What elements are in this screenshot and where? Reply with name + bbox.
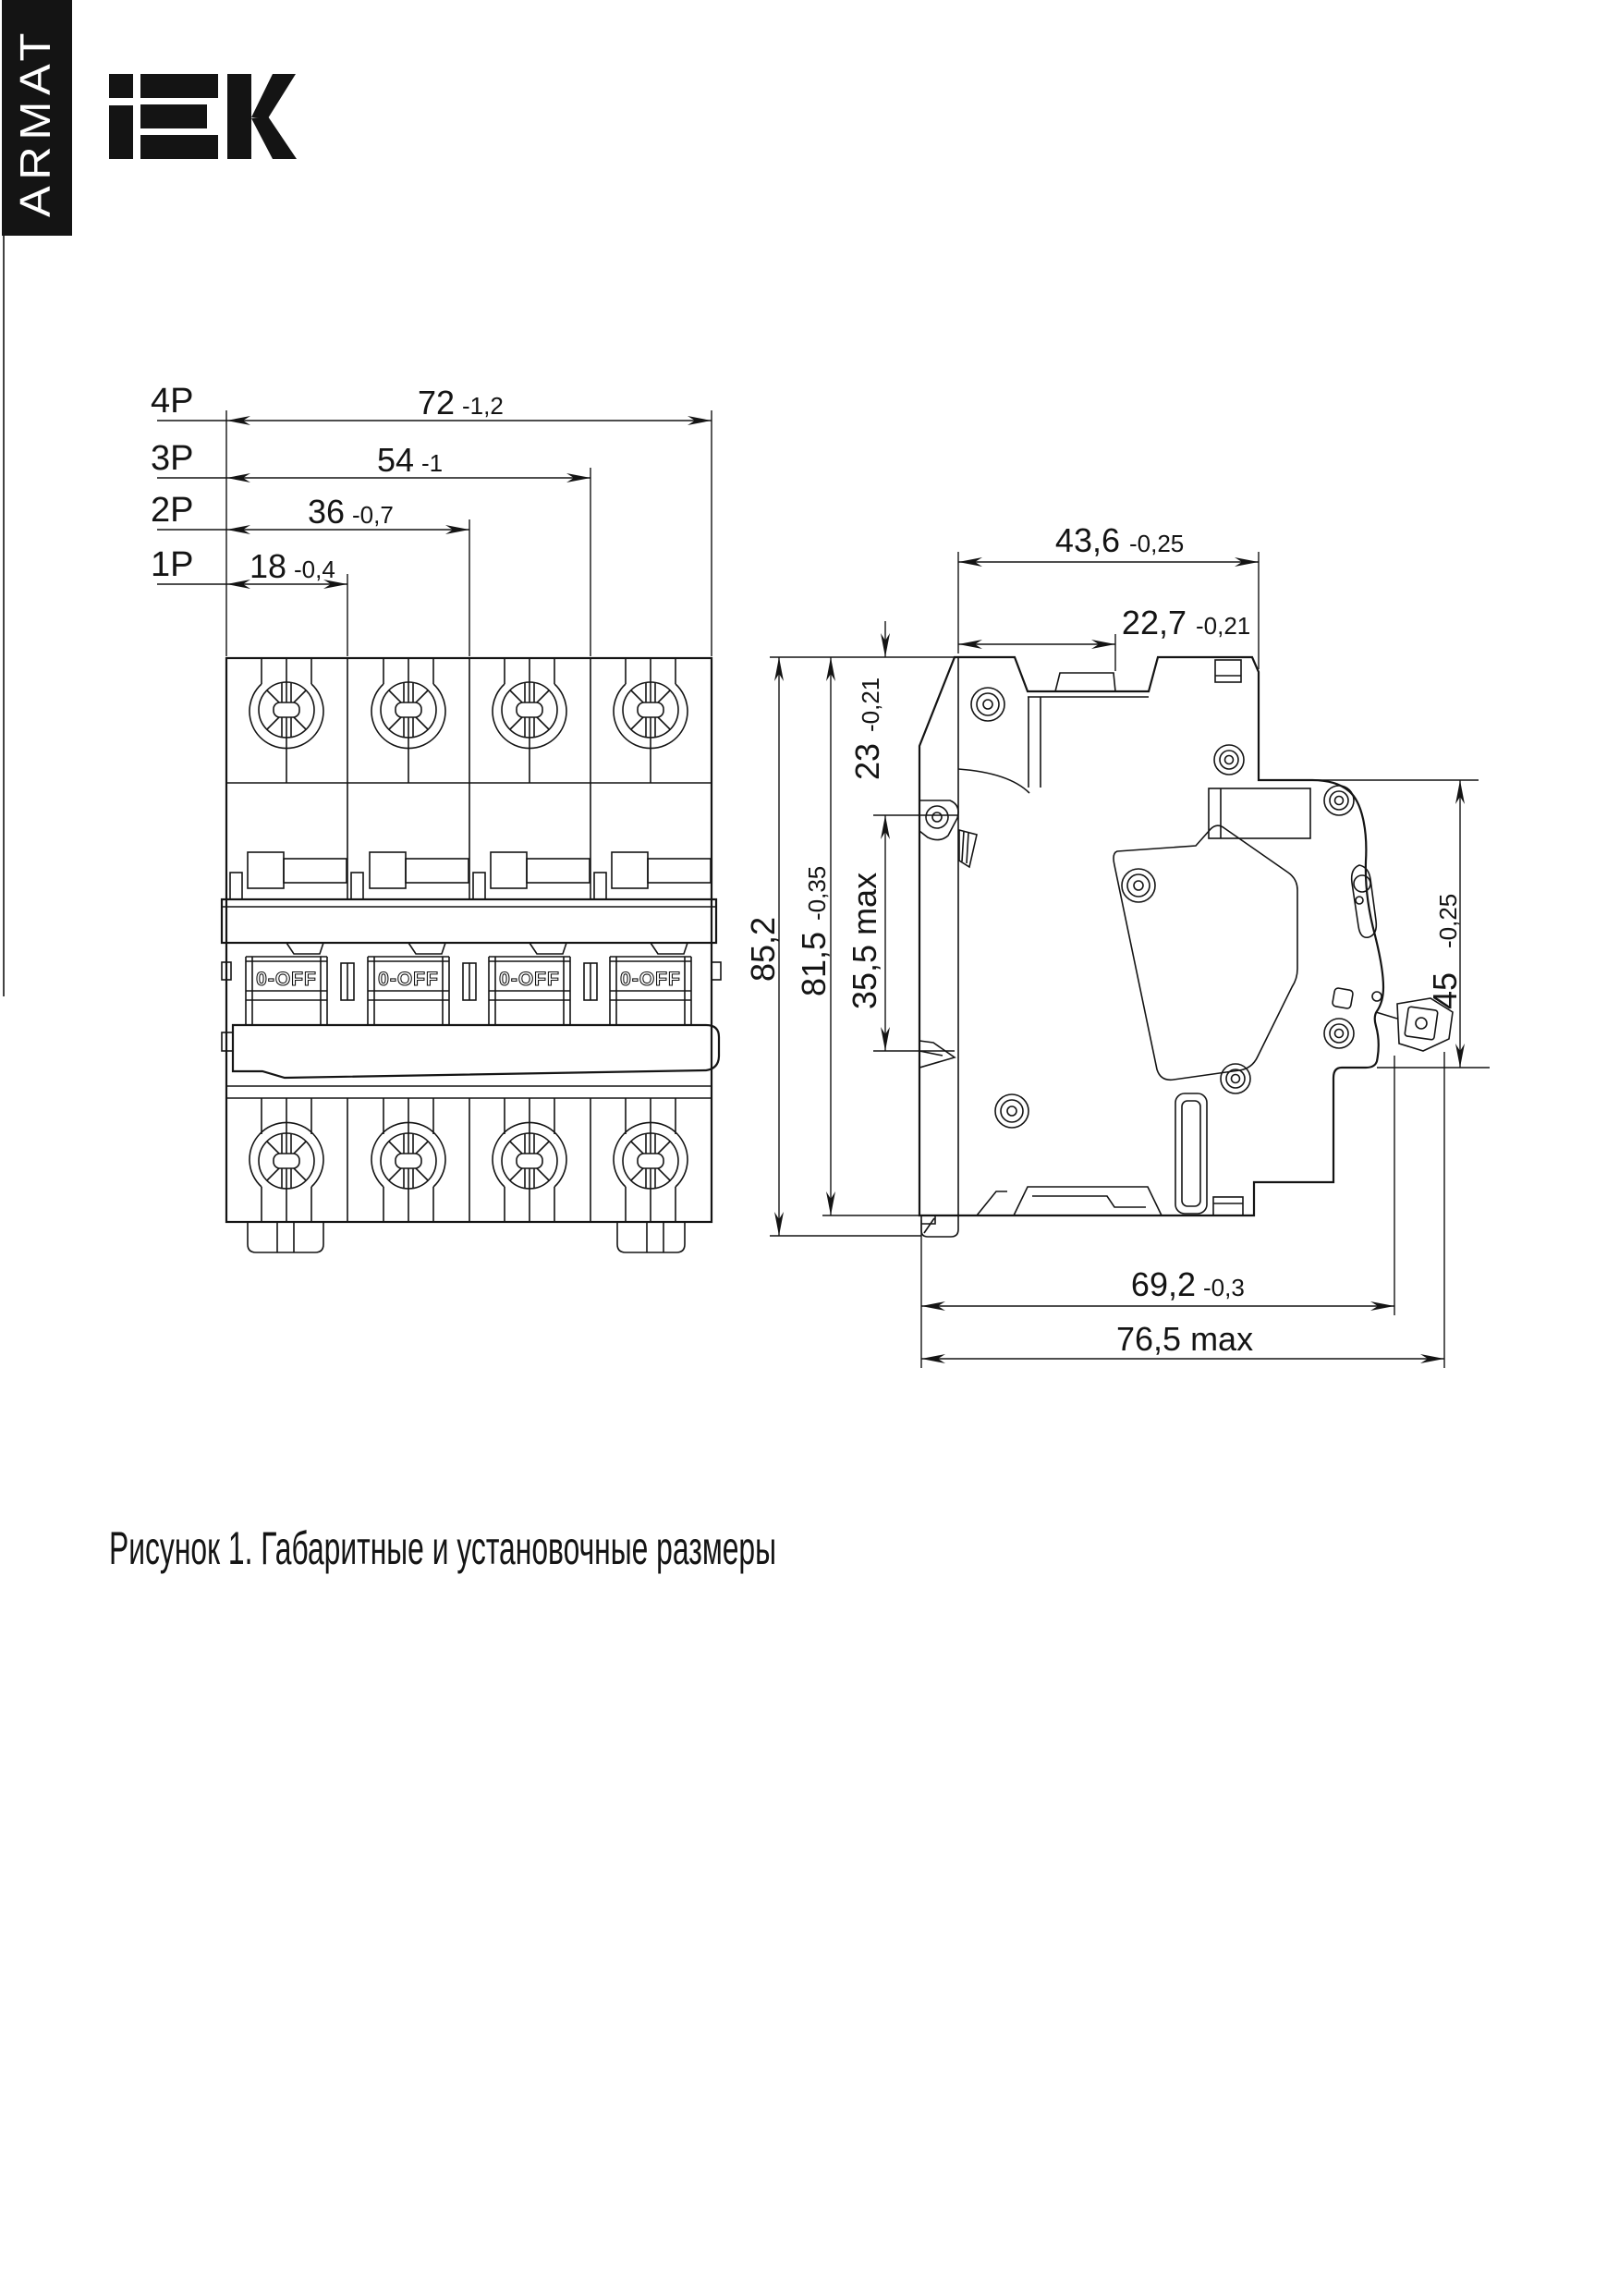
mechanism-cavity-outline	[1114, 825, 1297, 1080]
dim-terminal-pitch-value: 22,7	[1121, 604, 1187, 641]
toggle-state-label-3: 0-OFF	[499, 969, 560, 990]
face-pin-hole	[1372, 992, 1382, 1001]
bottom-terminal-screws	[250, 1098, 688, 1222]
iek-logo	[109, 74, 297, 159]
toggle-state-label-1: 0-OFF	[256, 969, 317, 990]
terminal-cover-strip	[222, 899, 721, 980]
toggle-windows	[246, 957, 691, 1026]
dim-latch-zone-value: 35,5 max	[846, 872, 883, 1009]
dim-overall-height-value: 85,2	[744, 916, 782, 982]
busbar-connection-tabs	[230, 852, 711, 899]
pole-count-label-2p: 2P	[151, 491, 194, 530]
figure-caption: Рисунок 1. Габаритные и установочные размеры	[109, 1522, 776, 1574]
front-view-dimensions	[151, 382, 712, 656]
dim-width-1p-value: 18	[249, 547, 286, 585]
brand-sidebar	[2, 0, 72, 996]
toggle-state-label-2: 0-OFF	[378, 969, 439, 990]
dim-front-face-height-value: 45	[1426, 971, 1464, 1009]
handle-tie-bar	[222, 1025, 719, 1078]
pole-divider-lines	[347, 658, 590, 1222]
din-latch	[919, 800, 977, 1068]
top-terminal-screws	[250, 658, 688, 783]
dim-overall-width-value: 43,6	[1054, 521, 1120, 559]
side-body-outline	[919, 657, 1383, 1215]
dim-body-height-value: 81,5	[795, 931, 833, 996]
pole-count-label-3p: 3P	[151, 439, 194, 478]
dim-terminal-pitch-tolerance: -0,21	[1196, 612, 1251, 640]
pole-count-label-4p: 4P	[151, 382, 194, 421]
face-square-hole	[1332, 987, 1353, 1008]
dim-width-4p-value: 72	[417, 384, 455, 421]
dim-body-depth-tolerance: -0,3	[1203, 1274, 1245, 1301]
dim-body-height-tolerance: -0,35	[803, 865, 831, 921]
terminal-window	[1209, 788, 1310, 838]
din-rail-clips	[248, 1222, 685, 1252]
dim-width-4p-tolerance: -1,2	[462, 392, 504, 420]
dim-width-2p-value: 36	[307, 493, 345, 531]
dim-overall-width-tolerance: -0,25	[1129, 530, 1185, 557]
side-view-breaker	[919, 657, 1453, 1237]
dim-overall-depth-value: 76,5 max	[1116, 1320, 1254, 1358]
toggle-state-label-4: 0-OFF	[620, 969, 681, 990]
dim-width-2p-tolerance: -0,7	[352, 501, 394, 529]
front-view-4pole-breaker	[222, 658, 721, 1252]
dim-top-to-latch-tolerance: -0,21	[857, 677, 884, 732]
sidebar-brand-label: ARMAT	[11, 43, 59, 217]
dim-body-depth-value: 69,2	[1130, 1265, 1196, 1303]
dim-width-3p-value: 54	[376, 441, 414, 479]
dim-width-1p-tolerance: -0,4	[294, 556, 335, 583]
top-terminal-pocket	[958, 660, 1241, 793]
dim-top-to-latch-value: 23	[848, 742, 886, 780]
pole-count-label-1p: 1P	[151, 545, 194, 584]
dim-width-3p-tolerance: -1	[421, 449, 444, 477]
dim-front-face-height-tolerance: -0,25	[1434, 893, 1462, 948]
